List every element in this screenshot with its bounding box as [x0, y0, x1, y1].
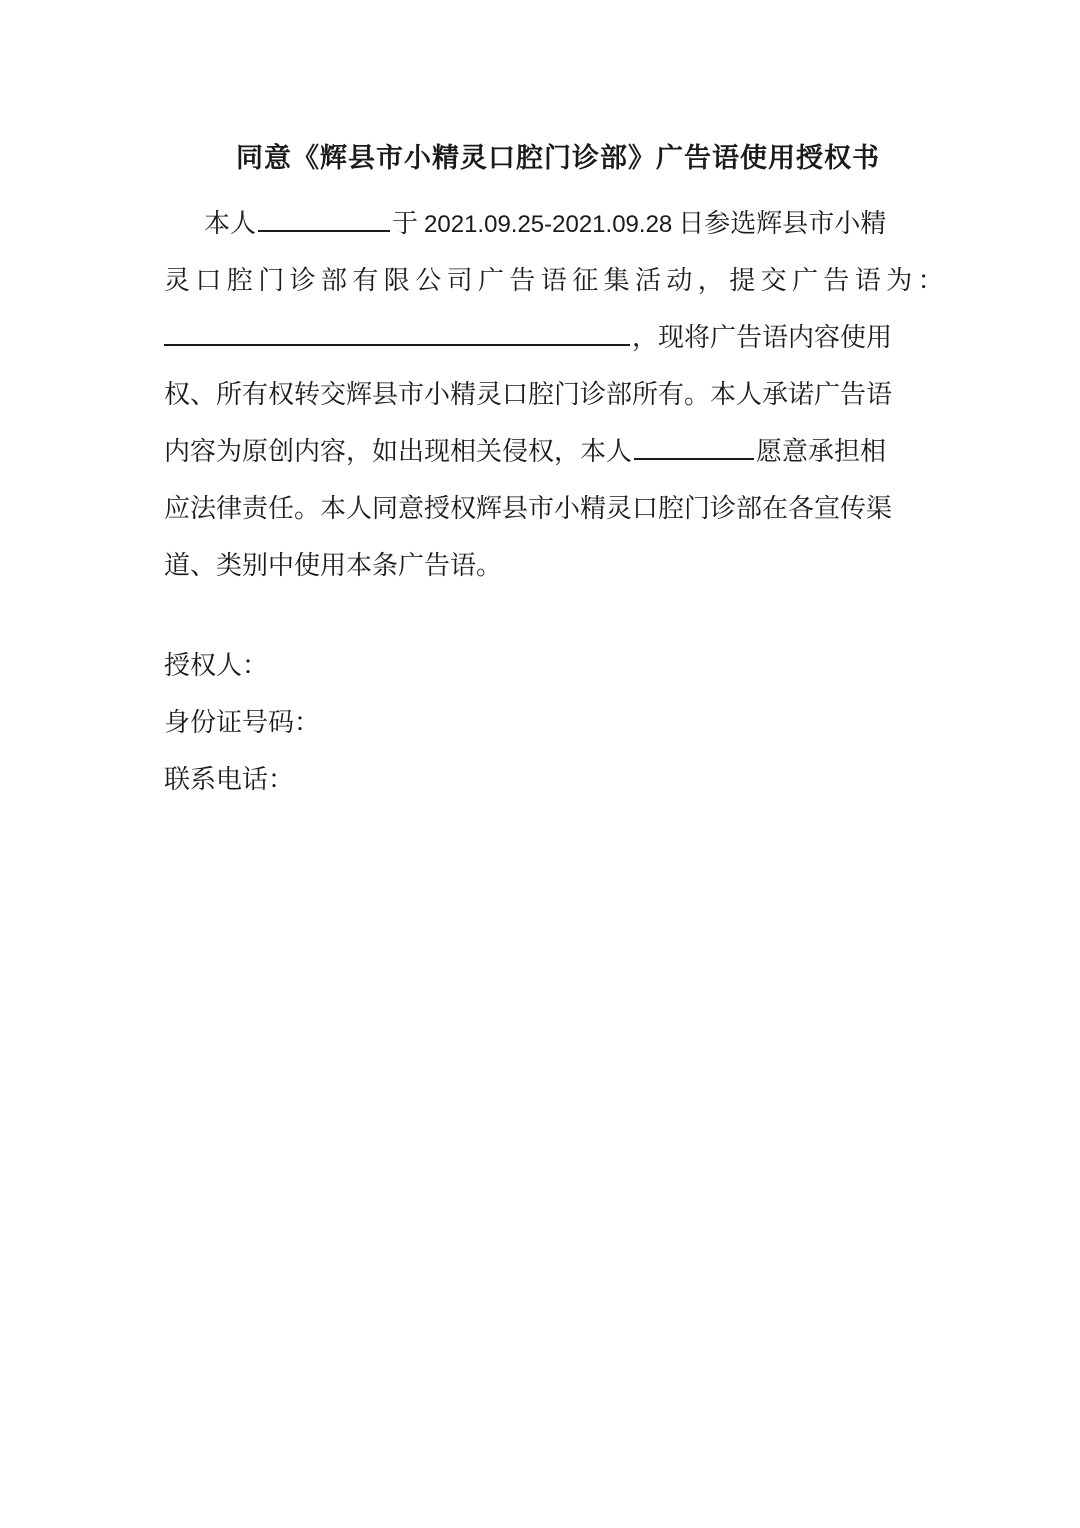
date-range: 2021.09.25-2021.09.28 — [424, 211, 673, 238]
text-line5-suffix: 愿意承担相 — [756, 437, 887, 467]
text-line5-prefix: 内容为原创内容，如出现相关侵权，本人 — [164, 437, 633, 467]
document-title: 同意《辉县市小精灵口腔门诊部》广告语使用授权书 — [236, 143, 880, 174]
paragraph-line-7: 道、类别中使用本条广告语。 — [164, 551, 503, 581]
signature-block — [164, 638, 320, 809]
name-blank — [258, 204, 390, 232]
paragraph-line-3 — [164, 310, 924, 367]
text-line1-suffix: 日参选辉县市小精 — [678, 209, 887, 239]
id-number-label: 身份证号码： — [164, 708, 321, 738]
paragraph-line-1 — [164, 196, 924, 253]
paragraph-line-2: 灵口腔门诊部有限公司广告语征集活动，提交广告语为： — [164, 266, 950, 296]
text-benren: 本人 — [204, 209, 257, 239]
authorizer-label: 授权人： — [164, 651, 269, 681]
text-yu: 于 — [392, 209, 419, 239]
signer-blank — [634, 432, 754, 460]
paragraph-line-4: 权、所有权转交辉县市小精灵口腔门诊部所有。本人承诺广告语 — [164, 380, 893, 410]
slogan-blank — [164, 318, 630, 346]
paragraph-line-5 — [164, 424, 924, 481]
authorization-paragraph — [164, 196, 950, 595]
phone-label: 联系电话： — [164, 765, 295, 795]
paragraph-line-6: 应法律责任。本人同意授权辉县市小精灵口腔门诊部在各宣传渠 — [164, 494, 893, 524]
text-line3-suffix: ，现将广告语内容使用 — [632, 323, 893, 353]
